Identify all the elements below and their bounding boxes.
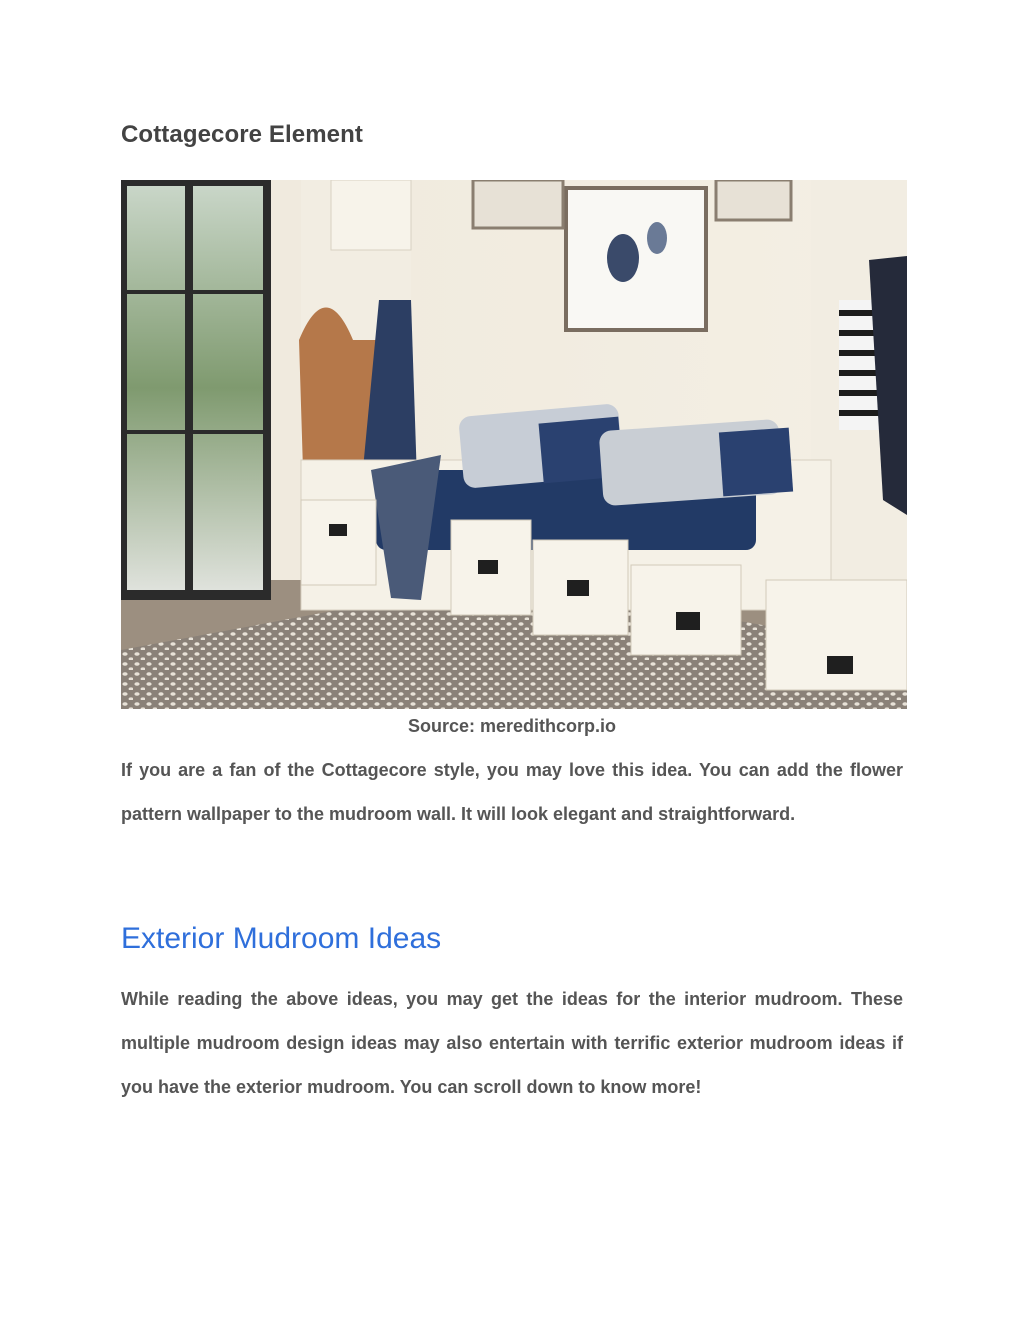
mudroom-photo <box>121 180 907 709</box>
body-paragraph: If you are a fan of the Cottagecore style, you may love this idea. You can add the flower pattern wallpaper to the mudroom wall. It will look elegant and straightforward. <box>121 760 903 824</box>
image-caption: Source: meredithcorp.io <box>407 716 617 736</box>
body-paragraph: While reading the above ideas, you may get the ideas for the interior mudroom. These multiple mudroom design ideas may also entertain with terrific exterior mudroom ideas if you have the exterior mudroom. You can scroll down to know more! <box>121 989 903 1097</box>
main-heading: Exterior Mudroom Ideas <box>121 922 442 955</box>
section-heading: Cottagecore Element <box>121 121 363 148</box>
